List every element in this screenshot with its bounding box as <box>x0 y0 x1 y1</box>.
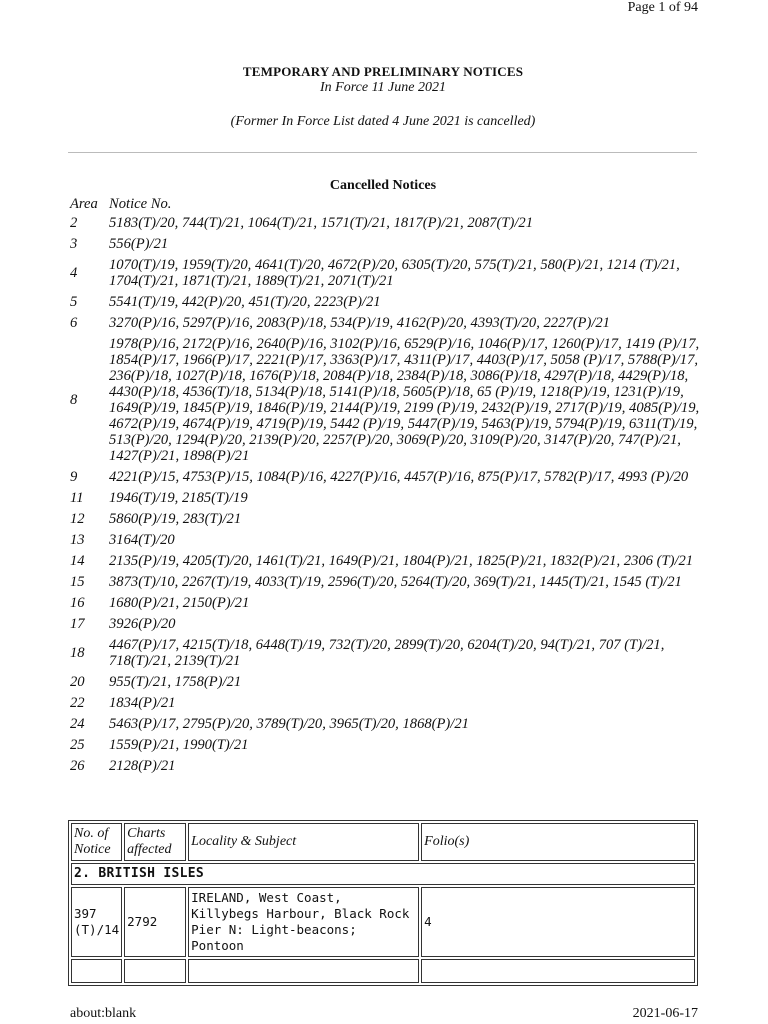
area-number: 24 <box>70 716 85 732</box>
cancelled-notice-list: 1978(P)/16, 2172(P)/16, 2640(P)/16, 3102(P)/16, 6529(P)/16, 1046(P)/17, 1260(P)/17, 1419 (P)/17, 1854(P)/17, 1966(P)/17, 2221(P)/17, 3363(P)/17, 4311(P)/17, 4403(P)/17, 5058 (P)/17, 5788(P)/17, 236(P)/18, 1027(P)/18, 1676(P)/18, 2084(P)/18, 2384(P)/18, 3086(P)/18, 4297(P)/18, 4429(P)/18, 4430(P)/18, 4536(T)/18, 5134(P)/18, 5141(P)/18, 5605(P)/18, 65 (P)/19, 1218(P)/19, 1231(P)/19, 1649(P)/19, 1845(P)/19, 1846(P)/19, 2144(P)/19, 2199 (P)/19, 2432(P)/19, 2717(P)/19, 4085(P)/19, 4672(P)/19, 4674(P)/19, 4719(P)/19, 5442 (P)/19, 5447(P)/19, 5463(P)/19, 5794(P)/19, 6311(T)/19, 513(P)/20, 1294(P)/20, 2139(P)/20, 2257(P)/20, 3069(P)/20, 3109(P)/20, 3147(P)/20, 747(P)/21, 1427(P)/21, 1898(P)/21 <box>109 336 700 464</box>
area-number: 15 <box>70 574 85 590</box>
notices-header-row <box>71 823 695 861</box>
cancelled-row <box>70 552 700 573</box>
charts-affected-header: Charts affected <box>124 823 186 861</box>
cancelled-row <box>70 335 700 468</box>
cancelled-row <box>70 510 700 531</box>
cancelled-notice-list: 4221(P)/15, 4753(P)/15, 1084(P)/16, 4227(P)/16, 4457(P)/16, 875(P)/17, 5782(P)/17, 4993 (P)/20 <box>109 469 689 485</box>
cancelled-notice-list: 556(P)/21 <box>109 236 169 252</box>
area-number: 9 <box>70 469 78 485</box>
cancelled-notice-list: 955(T)/21, 1758(P)/21 <box>109 674 242 690</box>
cancelled-row <box>70 235 700 256</box>
section-row <box>71 863 695 885</box>
cancelled-row <box>70 736 700 757</box>
folio: 4 <box>421 887 695 957</box>
notice-row <box>71 887 695 957</box>
footer-date: 2021-06-17 <box>632 1006 698 1021</box>
locality-subject-header: Locality & Subject <box>188 823 419 861</box>
area-number: 2 <box>70 215 78 231</box>
cancelled-notice-list: 5541(T)/19, 442(P)/20, 451(T)/20, 2223(P)/21 <box>109 294 381 310</box>
cancelled-row <box>70 694 700 715</box>
cancelled-row <box>70 757 700 778</box>
area-number: 3 <box>70 236 78 252</box>
notice-number <box>71 959 122 983</box>
cancelled-notice-list: 5183(T)/20, 744(T)/21, 1064(T)/21, 1571(T)/21, 1817(P)/21, 2087(T)/21 <box>109 215 534 231</box>
cancelled-notice-list: 3873(T)/10, 2267(T)/19, 4033(T)/19, 2596(T)/20, 5264(T)/20, 369(T)/21, 1445(T)/21, 1545 (T)/21 <box>109 574 682 590</box>
area-number: 22 <box>70 695 85 711</box>
area-number: 26 <box>70 758 85 774</box>
section-heading: 2. BRITISH ISLES <box>71 863 695 885</box>
area-number: 14 <box>70 553 85 569</box>
area-number: 20 <box>70 674 85 690</box>
document-title: TEMPORARY AND PRELIMINARY NOTICES <box>242 64 524 79</box>
notices-table <box>68 820 698 986</box>
cancelled-notice-list: 4467(P)/17, 4215(T)/18, 6448(T)/19, 732(T)/20, 2899(T)/20, 6204(T)/20, 94(T)/21, 707 (T)/21, 718(T)/21, 2139(T)/21 <box>109 637 665 669</box>
notice-number: 397 (T)/14 <box>71 887 122 957</box>
cancelled-row <box>70 314 700 335</box>
area-number: 13 <box>70 532 85 548</box>
area-number: 12 <box>70 511 85 527</box>
cancelled-row <box>70 489 700 510</box>
folios-header: Folio(s) <box>421 823 695 861</box>
cancelled-notice-list: 1946(T)/19, 2185(T)/19 <box>109 490 248 506</box>
folio <box>421 959 695 983</box>
cancelled-notice-list: 1834(P)/21 <box>109 695 176 711</box>
cancelled-notice-list: 1559(P)/21, 1990(T)/21 <box>109 737 249 753</box>
area-number: 4 <box>70 265 78 281</box>
document-header <box>68 64 698 130</box>
cancelled-notice-list: 2135(P)/19, 4205(T)/20, 1461(T)/21, 1649(P)/21, 1804(P)/21, 1825(P)/21, 1832(P)/21, 2306 (T)/21 <box>109 553 694 569</box>
cancelled-notice-list: 2128(P)/21 <box>109 758 176 774</box>
cancelled-notices-table <box>70 196 700 778</box>
cancelled-notice-list: 3926(P)/20 <box>109 616 176 632</box>
area-number: 18 <box>70 645 85 661</box>
cancelled-header-row <box>70 196 700 214</box>
notice-row-partial <box>71 959 695 983</box>
former-list-note: (Former In Force List dated 4 June 2021 is cancelled) <box>230 114 536 129</box>
area-number: 6 <box>70 315 78 331</box>
notice-number-header: No. of Notice <box>71 823 122 861</box>
charts-affected <box>124 959 186 983</box>
area-number: 8 <box>70 392 78 408</box>
divider <box>68 152 697 153</box>
page-indicator: Page 1 of 94 <box>627 0 698 15</box>
cancelled-notice-list: 1070(T)/19, 1959(T)/20, 4641(T)/20, 4672(P)/20, 6305(T)/20, 575(T)/21, 580(P)/21, 1214 (T)/21, 1704(T)/21, 1871(T)/21, 1889(T)/21, 2071(T)/21 <box>109 257 680 289</box>
footer-url: about:blank <box>70 1006 137 1021</box>
cancelled-notice-list: 5463(P)/17, 2795(P)/20, 3789(T)/20, 3965(T)/20, 1868(P)/21 <box>109 716 469 732</box>
cancelled-row <box>70 531 700 552</box>
cancelled-notice-list: 3270(P)/16, 5297(P)/16, 2083(P)/18, 534(P)/19, 4162(P)/20, 4393(T)/20, 2227(P)/21 <box>109 315 610 331</box>
cancelled-row <box>70 715 700 736</box>
cancelled-row <box>70 256 700 293</box>
area-column-header: Area <box>70 196 98 212</box>
area-number: 16 <box>70 595 85 611</box>
cancelled-row <box>70 594 700 615</box>
cancelled-notice-list: 1680(P)/21, 2150(P)/21 <box>109 595 250 611</box>
cancelled-notice-list: 3164(T)/20 <box>109 532 175 548</box>
area-number: 17 <box>70 616 85 632</box>
area-number: 25 <box>70 737 85 753</box>
cancelled-row <box>70 615 700 636</box>
charts-affected: 2792 <box>124 887 186 957</box>
cancelled-row <box>70 636 700 673</box>
cancelled-row <box>70 573 700 594</box>
cancelled-row <box>70 673 700 694</box>
area-number: 5 <box>70 294 78 310</box>
document-subtitle: In Force 11 June 2021 <box>320 80 446 95</box>
notice-column-header: Notice No. <box>109 196 172 212</box>
locality-subject: IRELAND, West Coast, Killybegs Harbour, Black Rock Pier N: Light-beacons; Pontoon <box>188 887 419 957</box>
area-number: 11 <box>70 490 84 506</box>
cancelled-row <box>70 293 700 314</box>
cancelled-notices-title: Cancelled Notices <box>329 178 437 193</box>
cancelled-notice-list: 5860(P)/19, 283(T)/21 <box>109 511 242 527</box>
cancelled-row <box>70 214 700 235</box>
locality-subject <box>188 959 419 983</box>
cancelled-row <box>70 468 700 489</box>
